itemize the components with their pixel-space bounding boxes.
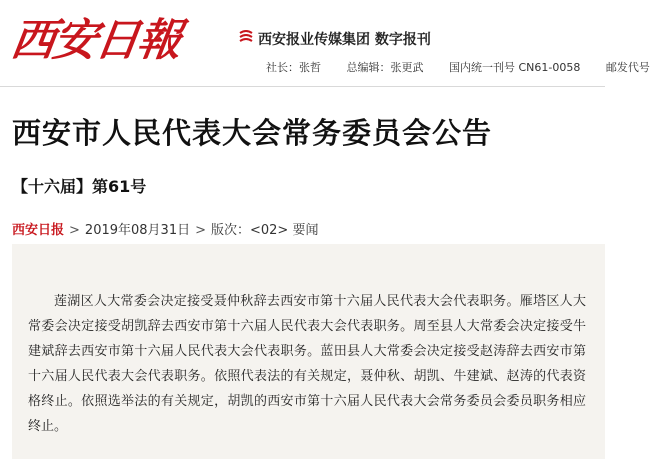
article-body-panel — [12, 244, 605, 459]
group-name[interactable]: 西安报业传媒集团 数字报刊 — [258, 32, 431, 48]
staff-line — [266, 59, 650, 75]
breadcrumb — [12, 219, 318, 238]
xian-daily-logo[interactable]: 西安日報 — [7, 15, 183, 66]
article-body: 莲湖区人大常委会决定接受聂仲秋辞去西安市第十六届人民代表大会代表职务。雁塔区人大常委会决定接受胡凯辞去西安市第十六届人民代表大会代表职务。周至县人大常委会决定接受牛建斌辞去西安市第十六届人民代表大会代表职务。蓝田县人大常委会决定接受赵涛辞去西安市第十六届人民代表大会代表职务。依照代表法的有关规定，聂仲秋、胡凯、牛建斌、赵涛的代表资格终止。依照选举法的有关规定，胡凯的西安市第十六届人民代表大会常务委员会委员职务相应终止。 — [28, 294, 586, 434]
staff-editor-in-chief: 总编辑：张更武 — [346, 61, 424, 74]
publish-date[interactable]: 2019年08月31日 — [84, 223, 191, 238]
article-title: 西安市人民代表大会常务委员会公告 — [12, 116, 493, 150]
source-link[interactable]: 西安日报 — [12, 223, 65, 238]
issue-number: 【十六届】第61号 — [12, 177, 147, 196]
staff-president: 社长：张哲 — [266, 61, 321, 74]
edition[interactable]: 版次：<02> 要闻 — [211, 223, 319, 238]
breadcrumb-separator: > — [195, 223, 206, 238]
staff-issn: 国内统一刊号 CN61-0058 — [449, 61, 581, 74]
newspaper-group-logo-icon — [238, 29, 254, 45]
masthead — [0, 0, 650, 87]
breadcrumb-separator: > — [69, 223, 80, 238]
staff-postal-code: 邮发代号 — [605, 61, 650, 74]
